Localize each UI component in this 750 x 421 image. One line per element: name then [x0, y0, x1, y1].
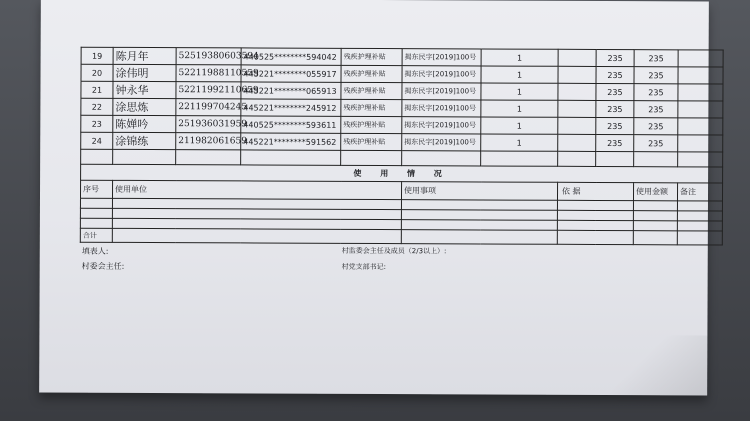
recipient-name: 涂思炼 [113, 98, 176, 115]
standard-amount: 235 [596, 100, 634, 117]
payment-amount: 235 [634, 50, 678, 67]
blank-cell [558, 83, 596, 100]
usage-cell [401, 200, 557, 211]
blank-cell [241, 150, 341, 165]
id-number-fragment: 52211992110659 [176, 82, 241, 99]
usage-header-unit: 使用单位 [112, 180, 401, 199]
blank-cell [176, 150, 241, 165]
quantity: 1 [481, 117, 558, 134]
masked-id-number: 440525********594042 [241, 48, 341, 65]
usage-cell [677, 221, 722, 231]
blank-cell [678, 135, 723, 152]
blank-cell [678, 118, 723, 135]
row-number: 21 [81, 81, 113, 98]
usage-cell [677, 201, 722, 211]
recipient-name: 涂锦练 [113, 132, 176, 149]
document-reference: 揭东民字[2019]100号 [402, 100, 481, 117]
subsidy-type: 残疾护理补贴 [341, 99, 402, 116]
recipient-rows [81, 47, 723, 152]
usage-cell [677, 211, 722, 221]
usage-cell [80, 208, 112, 218]
blank-cell [678, 50, 723, 67]
row-number: 23 [81, 115, 113, 132]
standard-amount: 235 [596, 49, 634, 66]
total-row [80, 228, 722, 245]
standard-amount: 235 [596, 66, 634, 83]
recipient-name: 钟永华 [113, 81, 176, 98]
blank-cell [558, 117, 596, 134]
usage-header-no: 序号 [80, 180, 112, 198]
blank-cell [558, 134, 596, 151]
blank-cell [81, 149, 113, 164]
row-number: 20 [81, 64, 113, 81]
usage-header-amount: 使用金额 [633, 183, 677, 201]
footer-director: 村委会主任: [81, 261, 125, 271]
quantity: 1 [481, 83, 558, 100]
footer-party-secretary: 村党支部书记: [341, 262, 387, 272]
usage-header-remark: 备注 [677, 183, 722, 201]
id-number-fragment: 221199704245 [176, 99, 241, 116]
usage-cell [633, 201, 677, 211]
usage-cell [80, 218, 112, 228]
recipient-name: 涂伟明 [113, 64, 176, 81]
standard-amount: 235 [596, 134, 634, 151]
usage-cell [557, 210, 633, 220]
blank-cell [678, 84, 723, 101]
paper-shadow [597, 335, 707, 395]
row-number: 19 [81, 47, 113, 64]
masked-id-number: 445221********591562 [241, 133, 341, 150]
blank-cell [678, 152, 723, 167]
payment-amount: 235 [634, 118, 678, 135]
usage-cell [557, 220, 633, 230]
document-reference: 揭东民字[2019]100号 [402, 49, 481, 66]
id-number-fragment: 251936031959 [176, 116, 241, 133]
masked-id-number: 445221********245912 [241, 99, 341, 116]
subsidy-table [80, 47, 723, 246]
blank-cell [113, 149, 176, 164]
usage-cell [557, 200, 633, 210]
payment-amount: 235 [634, 101, 678, 118]
total-cell [677, 231, 722, 245]
total-cell [112, 228, 401, 243]
usage-header-item: 使用事项 [401, 182, 557, 201]
usage-section [80, 149, 722, 245]
masked-id-number: 445221********055917 [241, 65, 341, 82]
usage-cell [633, 211, 677, 221]
id-number-fragment: 52211988110559 [176, 65, 241, 82]
blank-cell [481, 151, 558, 166]
document-reference: 揭东民字[2019]100号 [402, 83, 481, 100]
usage-cell [401, 210, 557, 221]
total-cell [401, 230, 557, 245]
paper-sheet [39, 0, 709, 395]
row-number: 22 [81, 98, 113, 115]
usage-header-basis: 依 据 [557, 182, 633, 200]
subsidy-type: 残疾护理补贴 [341, 82, 402, 99]
blank-cell [634, 152, 678, 167]
blank-cell [558, 49, 596, 66]
payment-amount: 235 [634, 135, 678, 152]
recipient-name: 陈婵吟 [113, 115, 176, 132]
blank-cell [558, 66, 596, 83]
subsidy-type: 残疾护理补贴 [341, 65, 402, 82]
masked-id-number: 440525********593611 [241, 116, 341, 133]
document-reference: 揭东民字[2019]100号 [402, 117, 481, 134]
masked-id-number: 445221********065913 [241, 82, 341, 99]
blank-cell [558, 151, 596, 166]
total-cell [633, 231, 677, 245]
quantity: 1 [481, 66, 558, 83]
payment-amount: 235 [634, 67, 678, 84]
total-label: 合计 [80, 228, 112, 242]
standard-amount: 235 [596, 83, 634, 100]
id-number-fragment: 52519380603594 [176, 48, 241, 65]
payment-amount: 235 [634, 84, 678, 101]
usage-cell [401, 220, 557, 231]
document-reference: 揭东民字[2019]100号 [402, 66, 481, 83]
usage-cell [633, 221, 677, 231]
subsidy-type: 残疾护理补贴 [341, 48, 402, 65]
row-number: 24 [81, 132, 113, 149]
quantity: 1 [481, 100, 558, 117]
subsidy-type: 残疾护理补贴 [341, 133, 402, 150]
usage-cell [80, 198, 112, 208]
blank-cell [596, 151, 634, 166]
quantity: 1 [481, 49, 558, 66]
blank-cell [678, 67, 723, 84]
recipient-name: 陈月年 [113, 47, 176, 64]
blank-cell [402, 151, 481, 166]
total-cell [557, 230, 633, 244]
quantity: 1 [481, 134, 558, 151]
blank-cell [341, 150, 402, 165]
footer-supervisors: 村监委会主任及成员（2/3以上）: [341, 246, 447, 256]
blank-cell [678, 101, 723, 118]
section-title: 使 用 情 况 [81, 164, 723, 183]
footer-filler: 填表人: [81, 246, 109, 256]
id-number-fragment: 211982061659 [176, 133, 241, 150]
document-reference: 揭东民字[2019]100号 [402, 134, 481, 151]
subsidy-type: 残疾护理补贴 [341, 116, 402, 133]
blank-cell [558, 100, 596, 117]
standard-amount: 235 [596, 117, 634, 134]
